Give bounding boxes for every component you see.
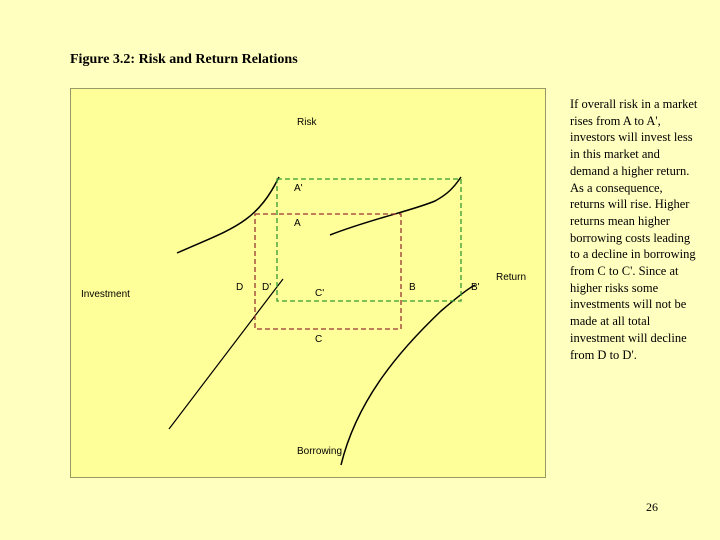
- point-label-b-prime: B': [471, 282, 480, 293]
- risk-investment-curve: [177, 177, 279, 253]
- point-label-d-prime: D': [262, 282, 272, 293]
- return-axis-label: Return: [496, 272, 527, 283]
- point-label-d: D: [236, 282, 244, 293]
- initial-equilibrium-path: [255, 214, 401, 329]
- point-label-c-prime: C': [315, 288, 325, 299]
- risk-axis-label: Risk: [297, 117, 317, 128]
- explanation-text: If overall risk in a market rises from A to A', investors will invest less in this market and demand a higher return. As a consequence, returns will rise. Higher returns mean higher borrowing costs leading to a decline in borrowing from C to C'. Since at higher risks some investments will not be made at all total investment will decline from D to D'.: [570, 97, 698, 362]
- point-label-c: C: [315, 334, 323, 345]
- point-label-b: B: [409, 282, 416, 293]
- return-borrowing-curve: [341, 282, 475, 465]
- investment-axis-label: Investment: [81, 289, 130, 300]
- risk-return-curve: [330, 177, 461, 235]
- slide-title: Figure 3.2: Risk and Return Relations: [70, 52, 298, 67]
- risk-return-diagram: [70, 88, 546, 478]
- shifted-equilibrium-path: [277, 179, 461, 301]
- borrowing-axis-label: Borrowing: [297, 446, 343, 457]
- point-label-a-prime: A': [294, 183, 303, 194]
- point-label-a: A: [294, 218, 301, 229]
- page-number: 26: [646, 500, 658, 514]
- investment-borrowing-line: [169, 279, 283, 429]
